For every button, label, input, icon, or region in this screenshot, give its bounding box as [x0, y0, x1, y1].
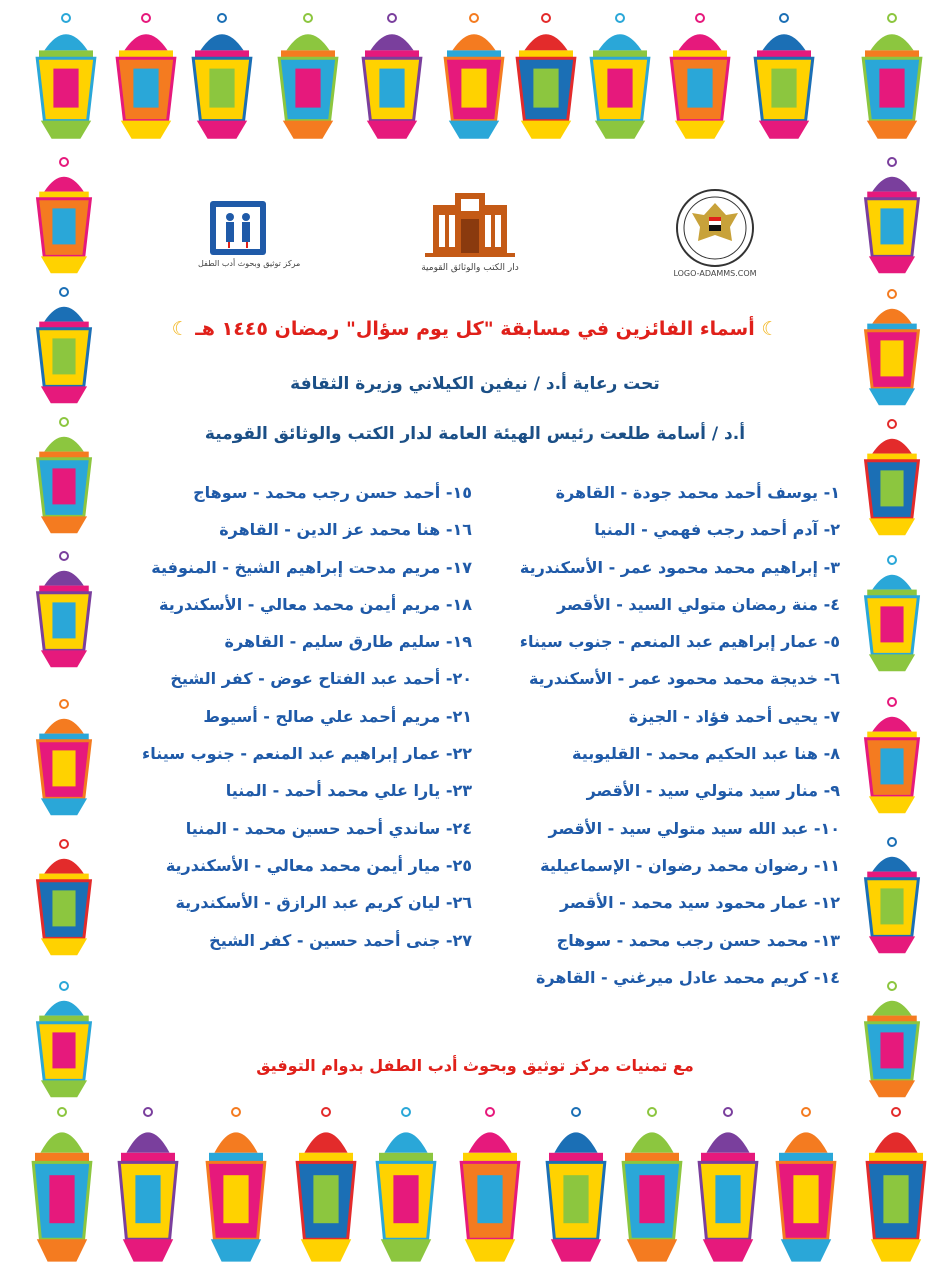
- lantern-dome: [524, 34, 567, 50]
- lantern-window: [639, 1175, 664, 1223]
- lantern-dome: [872, 309, 912, 324]
- winner-item: ٣- إبراهيم محمد محمود عمر - الأسكندرية: [519, 557, 840, 577]
- winner-item: ١- يوسف أحمد محمد جودة - القاهرة: [555, 483, 840, 502]
- lantern-window: [880, 888, 903, 924]
- lantern-ring: [60, 552, 68, 560]
- winner-item: ٢٤- ساندي أحمد حسين محمد - المنيا: [185, 818, 472, 838]
- lantern-window: [477, 1175, 502, 1223]
- lantern-base: [521, 121, 571, 139]
- lantern-ring: [572, 1108, 580, 1116]
- ministry-culture-eagle-logo: [672, 187, 758, 278]
- lantern-ring: [802, 1108, 810, 1116]
- lantern-base: [197, 121, 247, 139]
- lantern-base: [41, 798, 87, 815]
- lantern-base: [121, 121, 171, 139]
- lantern-dome: [214, 1132, 257, 1152]
- lantern-dome: [872, 717, 912, 732]
- winner-item: ٨- هنا عبد الحكيم محمد - القليوبية: [572, 744, 840, 764]
- lantern-ring: [218, 14, 226, 22]
- lantern-base: [627, 1239, 677, 1261]
- lantern-ring: [60, 700, 68, 708]
- lantern-window: [295, 69, 320, 108]
- lantern-dome: [44, 571, 84, 586]
- lantern-ring: [142, 14, 150, 22]
- winners-list-left: [142, 474, 472, 959]
- lantern-base: [759, 121, 809, 139]
- winner-item: ٤- منة رمضان متولي السيد - الأقصر: [557, 594, 840, 614]
- winner-item: ٢٠- أحمد عبد الفتاح عوض - كفر الشيخ: [170, 669, 472, 689]
- lantern-window: [52, 750, 75, 786]
- lantern-dome: [678, 34, 721, 50]
- lantern-base: [37, 1239, 87, 1261]
- lantern-window: [880, 1032, 903, 1068]
- lantern-base: [41, 121, 91, 139]
- lantern-ring: [888, 982, 896, 990]
- lantern-dome: [286, 34, 329, 50]
- winner-item: ١٢- عمار محمود سيد محمد - الأقصر: [559, 893, 840, 913]
- lantern-ring: [892, 1108, 900, 1116]
- lantern-window: [563, 1175, 588, 1223]
- child-literature-center-logo: [198, 197, 301, 268]
- lantern-ring: [780, 14, 788, 22]
- lantern-window: [461, 69, 486, 108]
- winner-item: ٢٢- عمار إبراهيم عبد المنعم - جنوب سيناء: [142, 744, 472, 764]
- lantern-window: [209, 69, 234, 108]
- lantern-dome: [44, 307, 84, 322]
- lantern-ring: [58, 1108, 66, 1116]
- lantern-base: [41, 516, 87, 533]
- winner-item: ١٠- عبد الله سيد متولي سيد - الأقصر: [548, 818, 840, 838]
- lantern-base: [869, 518, 915, 535]
- lantern-base: [869, 936, 915, 953]
- lantern-ring: [648, 1108, 656, 1116]
- lantern-base: [41, 1080, 87, 1097]
- lantern-window: [313, 1175, 338, 1223]
- lantern-ring: [60, 158, 68, 166]
- winner-item: ١٥- أحمد حسن رجب محمد - سوهاج: [193, 483, 472, 502]
- lantern-ring: [322, 1108, 330, 1116]
- lantern-base: [869, 1080, 915, 1097]
- lantern-ring: [888, 14, 896, 22]
- lantern-base: [869, 654, 915, 671]
- lantern-ring: [542, 14, 550, 22]
- lantern-window: [793, 1175, 818, 1223]
- winner-item: ١٨- مريم أيمن محمد معالي - الأسكندرية: [159, 594, 472, 614]
- winner-item: ٢٦- ليان كريم عبد الرازق - الأسكندرية: [175, 893, 472, 913]
- national-library-logo: [408, 191, 532, 273]
- lantern-dome: [126, 1132, 169, 1152]
- lantern-base: [869, 388, 915, 405]
- lantern-window: [879, 69, 904, 108]
- title-text: أسماء الفائزين في مسابقة "كل يوم سؤال" رمضان ١٤٤٥ هـ: [195, 318, 755, 340]
- chairman-line: أ.د / أسامة طلعت رئيس الهيئة العامة لدار الكتب والوثائق القومية: [204, 424, 746, 444]
- lantern-ring: [232, 1108, 240, 1116]
- lantern-base: [41, 938, 87, 955]
- lantern-dome: [44, 719, 84, 734]
- lantern-base: [381, 1239, 431, 1261]
- lantern-ring: [62, 14, 70, 22]
- lantern-window: [880, 606, 903, 642]
- lantern-base: [211, 1239, 261, 1261]
- lantern-window: [52, 338, 75, 374]
- winner-item: ٢- آدم أحمد رجب فهمي - المنيا: [594, 520, 840, 540]
- lantern-ring: [60, 982, 68, 990]
- lantern-base: [781, 1239, 831, 1261]
- lantern-window: [880, 470, 903, 506]
- lantern-window: [223, 1175, 248, 1223]
- closing-message: مع تمنيات مركز توثيق وبحوث أدب الطفل بدوام التوفيق: [256, 1056, 694, 1075]
- winner-item: ٥- عمار إبراهيم عبد المنعم - جنوب سيناء: [519, 632, 840, 652]
- lantern-dome: [124, 34, 167, 50]
- lantern-ring: [388, 14, 396, 22]
- lantern-dome: [40, 1132, 83, 1152]
- lantern-window: [379, 69, 404, 108]
- lantern-window: [52, 1032, 75, 1068]
- lantern-window: [52, 468, 75, 504]
- lantern-base: [449, 121, 499, 139]
- lantern-ring: [402, 1108, 410, 1116]
- lantern-base: [367, 121, 417, 139]
- lantern-dome: [762, 34, 805, 50]
- lantern-dome: [784, 1132, 827, 1152]
- lantern-ring: [616, 14, 624, 22]
- logos-row: [0, 185, 952, 295]
- winner-item: ١٧- مريم مدحت إبراهيم الشيخ - المنوفية: [151, 557, 472, 577]
- lantern-dome: [872, 439, 912, 454]
- lantern-dome: [44, 34, 87, 50]
- child-center-caption: مركز توثيق وبحوث أدب الطفل: [198, 259, 301, 268]
- lantern-ring: [888, 556, 896, 564]
- lantern-dome: [44, 859, 84, 874]
- lantern-window: [52, 602, 75, 638]
- winners-list-right: [510, 474, 840, 996]
- lantern-base: [41, 650, 87, 667]
- crescent-moon-icon: ☾: [761, 318, 779, 340]
- lantern-base: [41, 386, 87, 403]
- lantern-dome: [874, 1132, 917, 1152]
- lantern-window: [715, 1175, 740, 1223]
- winner-item: ٢٥- ميار أيمن محمد معالي - الأسكندرية: [165, 855, 472, 875]
- lantern-base: [551, 1239, 601, 1261]
- lantern-dome: [452, 34, 495, 50]
- lantern-dome: [44, 437, 84, 452]
- winner-item: ٧- يحيى أحمد فؤاد - الجيزة: [628, 706, 840, 726]
- lantern-ring: [888, 698, 896, 706]
- lantern-dome: [468, 1132, 511, 1152]
- lantern-dome: [304, 1132, 347, 1152]
- winner-item: ٩- منار سيد متولي سيد - الأقصر: [586, 781, 840, 801]
- lantern-ring: [724, 1108, 732, 1116]
- lantern-window: [883, 1175, 908, 1223]
- lantern-ring: [144, 1108, 152, 1116]
- lantern-base: [123, 1239, 173, 1261]
- winner-item: ٢٧- جنى أحمد حسين - كفر الشيخ: [209, 930, 472, 950]
- crescent-moon-icon: ☾: [171, 318, 189, 340]
- lantern-window: [533, 69, 558, 108]
- winner-item: ٦- خديجة محمد محمود عمر - الأسكندرية: [528, 669, 840, 689]
- lantern-ring: [696, 14, 704, 22]
- ministry-caption: LOGO-ADAMMS.COM: [673, 269, 757, 278]
- lantern-window: [135, 1175, 160, 1223]
- winner-item: ٢٣- يارا علي محمد أحمد - المنيا: [225, 781, 472, 801]
- lantern-window: [393, 1175, 418, 1223]
- lantern-dome: [370, 34, 413, 50]
- national-library-caption: دار الكتب والوثائق القومية: [421, 263, 519, 273]
- patronage-line: تحت رعاية أ.د / نيفين الكيلاني وزيرة الثقافة: [290, 374, 660, 394]
- lantern-dome: [872, 857, 912, 872]
- lantern-ring: [60, 418, 68, 426]
- lantern-window: [52, 890, 75, 926]
- lantern-base: [867, 121, 917, 139]
- lantern-window: [607, 69, 632, 108]
- lantern-dome: [384, 1132, 427, 1152]
- winner-item: ١٩- سليم طارق سليم - القاهرة: [224, 632, 472, 652]
- lantern-base: [283, 121, 333, 139]
- lantern-dome: [870, 34, 913, 50]
- winner-item: ١١- رضوان محمد رضوان - الإسماعيلية: [540, 855, 840, 875]
- winner-item: ١٦- هنا محمد عز الدين - القاهرة: [219, 520, 472, 540]
- lantern-window: [49, 1175, 74, 1223]
- winner-item: ١٣- محمد حسن رجب محمد - سوهاج: [556, 930, 840, 950]
- lantern-dome: [200, 34, 243, 50]
- lantern-base: [465, 1239, 515, 1261]
- lantern-ring: [486, 1108, 494, 1116]
- lantern-dome: [598, 34, 641, 50]
- lantern-window: [687, 69, 712, 108]
- page-title: [120, 318, 830, 340]
- lantern-dome: [554, 1132, 597, 1152]
- lantern-dome: [872, 575, 912, 590]
- lantern-window: [133, 69, 158, 108]
- lantern-base: [595, 121, 645, 139]
- lantern-ring: [470, 14, 478, 22]
- lantern-base: [703, 1239, 753, 1261]
- lantern-ring: [888, 420, 896, 428]
- lantern-dome: [44, 1001, 84, 1016]
- lantern-base: [869, 796, 915, 813]
- lantern-window: [53, 69, 78, 108]
- lantern-window: [880, 340, 903, 376]
- lantern-ring: [888, 158, 896, 166]
- lantern-ring: [888, 838, 896, 846]
- lantern-dome: [872, 1001, 912, 1016]
- lantern-dome: [630, 1132, 673, 1152]
- lantern-base: [675, 121, 725, 139]
- lantern-ring: [304, 14, 312, 22]
- lantern-dome: [706, 1132, 749, 1152]
- lantern-ring: [60, 840, 68, 848]
- lantern-base: [301, 1239, 351, 1261]
- lantern-base: [871, 1239, 921, 1261]
- winner-item: ٢١- مريم أحمد علي صالح - أسيوط: [203, 706, 472, 726]
- lantern-window: [771, 69, 796, 108]
- winner-item: ١٤- كريم محمد عادل ميرغني - القاهرة: [535, 967, 840, 987]
- lantern-window: [880, 748, 903, 784]
